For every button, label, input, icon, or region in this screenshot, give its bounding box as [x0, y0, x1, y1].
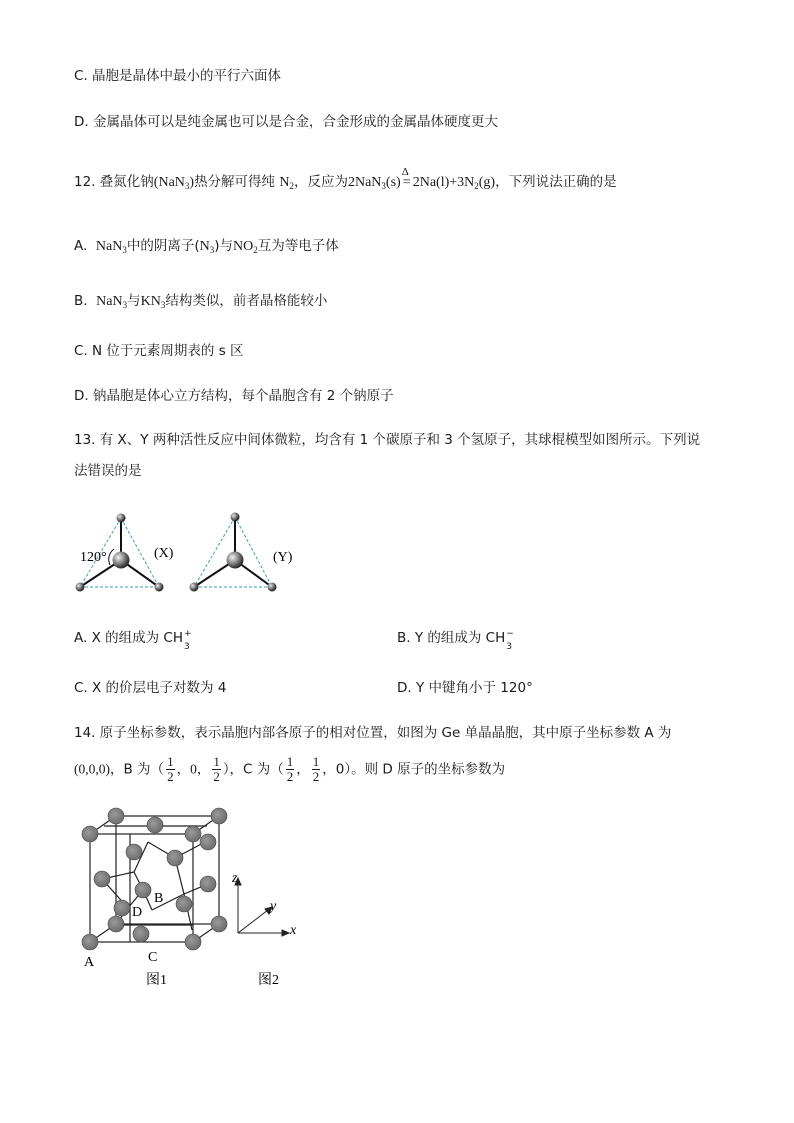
q12-option-c: C. N 位于元素周期表的 s 区	[74, 343, 244, 359]
q12-option-b: B. NaN$_3$与$KN_3$结构类似，前者晶格能较小	[74, 293, 328, 310]
q14-ge-unit-cell-figure	[72, 806, 332, 992]
q14-stem-line1: 14. 原子坐标参数，表示晶胞内部各原子的相对位置，如图为 Ge 单晶晶胞，其中原子坐标参数 A 为	[74, 725, 672, 741]
q13-option-a: A. X 的组成为 CH + 3	[74, 629, 192, 652]
q13-option-b: B. Y 的组成为 CH − 3	[397, 629, 514, 652]
q13-option-d: D. Y 中键角小于 120°	[397, 680, 533, 696]
q13-ball-stick-figure	[70, 508, 310, 600]
caption-fig2: 图2	[258, 973, 279, 988]
ge-atoms	[82, 808, 227, 950]
axis-z-label: z	[232, 871, 238, 886]
label-b: B	[154, 891, 164, 906]
q13-option-c: C. X 的价层电子对数为 4	[74, 680, 227, 696]
label-a: A	[84, 955, 95, 970]
axis-y-label: y	[270, 899, 277, 914]
q13-stem-line2: 法错误的是	[74, 463, 142, 479]
molecule-x	[76, 514, 174, 592]
q14-stem-line2: (0,0,0)，B 为（ $\frac{1}{2}$ ，0， $\frac{1}{2}$ ），C 为（ $\frac{1}{2}$ ， $\frac{1}{2}$ ，0）。则 D 原子的坐标参数为	[74, 754, 506, 784]
atom-a	[82, 934, 98, 950]
caption-fig1: 图1	[146, 973, 167, 988]
molecule-y	[190, 513, 293, 592]
atom-b	[135, 882, 151, 898]
q12-option-d: D. 钠晶胞是体心立方结构，每个晶胞含有 2 个钠原子	[74, 388, 394, 404]
atom-d	[114, 900, 130, 916]
angle-label: 120°	[80, 550, 107, 565]
axes-diagram	[235, 878, 289, 936]
q12-stem: 12. 叠氮化钠(NaN$_3$)热分解可得纯 $N_2$，反应为2NaN$_3$(s) Δ = $2Na(l)+3N_2(g)$，下列说法正确的是	[74, 166, 617, 191]
label-x: (X)	[154, 546, 174, 561]
q11-option-d: D. 金属晶体可以是纯金属也可以是合金，合金形成的金属晶体硬度更大	[74, 114, 498, 130]
q11-option-c: C. 晶胞是晶体中最小的平行六面体	[74, 68, 282, 84]
label-d: D	[132, 905, 143, 920]
atom-c	[133, 926, 149, 942]
q12-option-a: A. NaN$_3$中的阴离子$(N_3)$与$NO_2$互为等电子体	[74, 238, 339, 255]
axis-x-label: x	[290, 923, 297, 938]
label-y: (Y)	[273, 550, 293, 565]
q13-stem-line1: 13. 有 X、Y 两种活性反应中间体微粒，均含有 1 个碳原子和 3 个氢原子，其球棍模型如图所示。下列说	[74, 432, 701, 448]
label-c: C	[148, 950, 158, 965]
